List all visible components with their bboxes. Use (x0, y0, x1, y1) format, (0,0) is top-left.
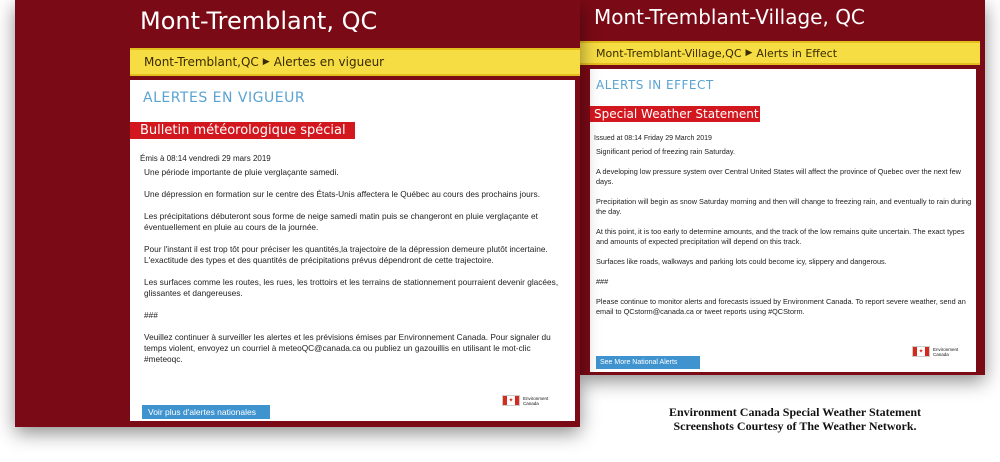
alert-paragraph: Les surfaces comme les routes, les rues, les trottoirs et les terrains de stationnement pourraient devenir glacées, glissantes et dangereuses. (144, 277, 559, 298)
breadcrumb-section: Alerts in Effect (756, 46, 838, 60)
breadcrumb-location-link[interactable]: Mont-Tremblant-Village,QC (596, 46, 742, 60)
alert-paragraph: Une période importante de pluie verglaçante samedi. (144, 167, 339, 177)
issued-timestamp: Issued at 08:14 Friday 29 March 2019 (594, 135, 712, 142)
alert-paragraph: Les précipitations débuteront sous forme de neige samedi matin puis se changeront en pluie verglaçante et éventuellement en pluie au cours de la journée. (144, 211, 538, 232)
alert-paragraph: Pour l'instant il est trop tôt pour préciser les quantités,la trajectoire de la dépression demeure plutôt incertaine. L'exactitude des types et des quantités de précipitations prévus dépendront de cette trajectoire. (144, 244, 548, 265)
alert-paragraph: Veuillez continuer à surveiller les alertes et les prévisions émises par Environnement Canada. Pour signaler du temps violent, envoyez un courriel à meteoQC@canada.ca ou publiez un gazouillis en utilisant le mot-clic #meteoqc. (144, 332, 551, 364)
caption-line: Screenshots Courtesy of The Weather Network. (673, 419, 917, 433)
alert-card (130, 80, 575, 421)
alert-paragraph: ### (144, 310, 158, 320)
alert-card (590, 69, 976, 372)
issued-timestamp: Émis à 08:14 vendredi 29 mars 2019 (140, 154, 271, 163)
breadcrumb-section: Alertes en vigueur (273, 55, 385, 69)
alert-paragraph: A developing low pressure system over Central United States will affect the province of Quebec over the next few days. (596, 167, 961, 186)
environment-canada-logo (912, 346, 958, 357)
canada-flag-icon: ✦ (912, 346, 930, 357)
alert-body (596, 147, 972, 327)
caption-line: Environment Canada Special Weather Statement (668, 405, 921, 419)
environment-canada-logo (502, 395, 548, 406)
alert-paragraph: ### (596, 277, 609, 286)
alert-paragraph: Significant period of freezing rain Saturday. (596, 147, 735, 156)
alert-paragraph: Une dépression en formation sur le centre des États-Unis affectera le Québec au cours des prochains jours. (144, 189, 541, 199)
english-alert-panel (580, 0, 985, 375)
image-caption (640, 405, 950, 433)
breadcrumb (130, 48, 580, 76)
alert-paragraph: Surfaces like roads, walkways and parking lots could become icy, slippery and dangerous. (596, 257, 887, 266)
breadcrumb-arrow-icon: ▶ (262, 57, 270, 67)
french-alert-panel (15, 0, 580, 427)
section-heading: ALERTS IN EFFECT (596, 78, 714, 92)
alert-title-banner: Bulletin météorologique spécial (130, 122, 355, 139)
logo-text: Environment (933, 346, 959, 352)
more-national-alerts-button[interactable]: Voir plus d'alertes nationales (142, 405, 270, 419)
page-title: Mont-Tremblant, QC (140, 7, 378, 35)
logo-text: Environment (523, 395, 549, 401)
alert-body (144, 167, 569, 376)
alert-paragraph: Please continue to monitor alerts and forecasts issued by Environment Canada. To report severe weather, send an email to QCstorm@canada.ca or tweet reports using #QCStorm. (596, 297, 966, 316)
more-national-alerts-button[interactable]: See More National Alerts (596, 356, 700, 369)
section-heading: ALERTES EN VIGUEUR (143, 90, 306, 106)
breadcrumb-arrow-icon: ▶ (745, 48, 753, 58)
alert-paragraph: At this point, it is too early to determine amounts, and the track of the low remains quite uncertain. The exact types and amounts of expected precipitation will depend on this track. (596, 227, 965, 246)
alert-paragraph: Precipitation will begin as snow Saturday morning and then will change to freezing rain, and eventually to rain during the day. (596, 197, 972, 216)
breadcrumb (580, 41, 980, 65)
alert-title-banner: Special Weather Statement (590, 106, 760, 122)
logo-text: Canada (933, 351, 949, 357)
logo-text: Canada (523, 400, 539, 406)
canada-flag-icon: ✦ (502, 395, 520, 406)
page-title: Mont-Tremblant-Village, QC (594, 5, 865, 29)
breadcrumb-location-link[interactable]: Mont-Tremblant,QC (144, 55, 259, 69)
